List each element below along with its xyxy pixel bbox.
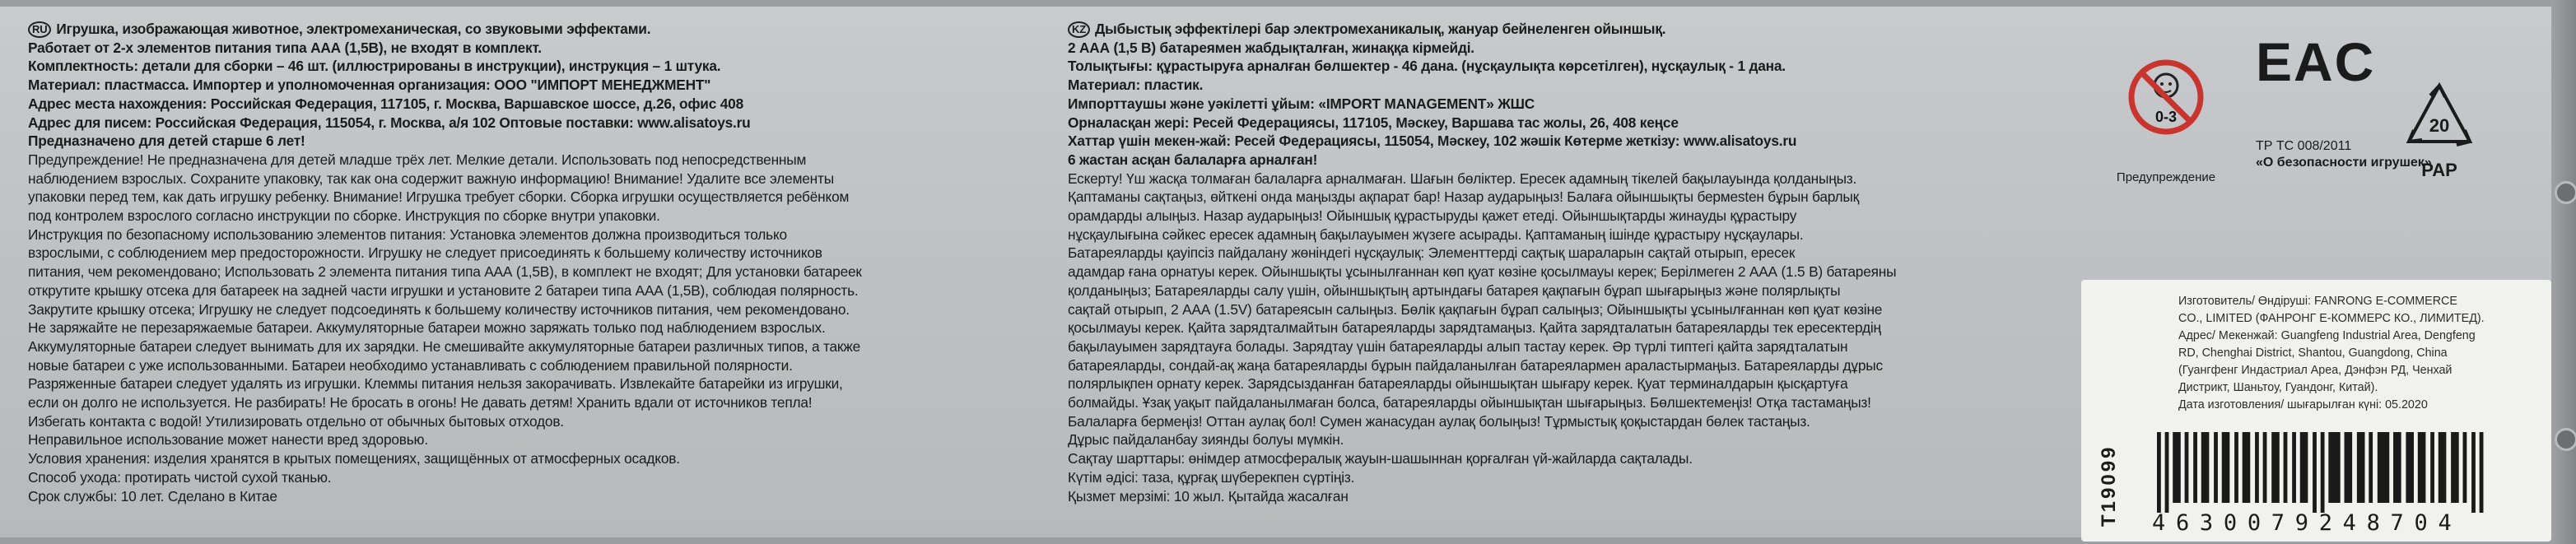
barcode-bar: [2463, 432, 2467, 503]
eac-regulation: ТР ТС 008/2011: [2256, 139, 2352, 153]
text-line: [1068, 412, 2101, 431]
text-line: [28, 76, 1064, 95]
hinge-dot: [2555, 428, 2576, 451]
text-line-content: Балаларға бермеңіз! Оттан аулақ бол! Сумен жанасудан аулақ болыңыз! Тұрмыстық қоқыстардан бөлек тастаңыз.: [1068, 412, 1810, 430]
barcode-bar: [2234, 432, 2238, 503]
text-line-content: нұсқаулығына сәйкес ересек адамның бақылауымен жүзеге асырады. Қаптаманың ішінде құрастыру нұсқаулары.: [1068, 226, 1804, 243]
age-range: 0-3: [2154, 109, 2178, 125]
text-line-content: если он долго не используется. Не разбирать! Не бросать в огонь! Не давать детям! Хранить вдали от источников тепла!: [28, 394, 813, 411]
text-line-content: Сақтау шарттары: өнімдер атмосфералық жауын-шашыннан қорғалған үй-жайларда сақталады.: [1068, 450, 1693, 467]
barcode-icon: [2154, 432, 2541, 513]
barcode-bar: [2292, 432, 2296, 503]
kazakh-text-column: [1068, 20, 2101, 505]
text-line-content: болмайды. Ұзақ уақыт пайдаланылмаған болса, батареяларды ойыншықтан шығарыңыз. Бөлшектемеңіз! Отқа тастамаңыз!: [1068, 394, 1871, 411]
barcode-bar: [2263, 432, 2267, 503]
text-line: [28, 39, 1064, 58]
barcode-number: 4630079248704: [2152, 510, 2462, 536]
text-line: [1068, 468, 2101, 487]
manufacturer-line: RD, Chenghai District, Shantou, Guangdong, China: [2178, 346, 2448, 360]
text-line-content: бақылауымен зарядтауға болады. Зарядтау үшін батареяларды алып тастау керек. Әр түрлі типтегі қайта зарядталатын: [1068, 337, 1848, 355]
text-line-content: Адрес места нахождения: Российская Федерация, 117105, г. Москва, Варшавское шоссе, д.26, офис 408: [28, 95, 743, 112]
text-line: [1068, 449, 2101, 468]
recycle-code: 20: [2429, 115, 2450, 136]
text-line: [28, 374, 1064, 393]
barcode-bar: [2165, 432, 2169, 513]
warning-caption: Предупреждение: [2116, 170, 2216, 184]
barcode-bar: [2185, 432, 2189, 503]
text-line-content: наблюдением взрослых. Сохраните упаковку, так как она содержит важную информацию! Внимание! Удалите все элементы: [28, 170, 834, 187]
text-line: [1068, 188, 2101, 207]
barcode-bar: [2284, 432, 2288, 503]
text-line: [1068, 132, 2101, 151]
text-line: [1068, 337, 2101, 356]
text-line-content: Батареяларды қауіпсіз пайдалану жөніндегі нұсқаулық: Элементтерді сақтық шараларын сақтай отырып, ересек: [1068, 244, 1796, 262]
text-line: [28, 356, 1064, 375]
eac-regulation-title: «О безопасности игрушек»: [2256, 156, 2432, 170]
barcode-bar: [2393, 432, 2401, 503]
text-line: [28, 412, 1064, 431]
manufacturer-line: Изготовитель/ Өндіруші: FANRONG E-COMMERCE: [2178, 295, 2457, 308]
text-line-content: под контролем взрослого согласно инструкции по сборке. Инструкция по сборке внутри упаковки.: [28, 207, 660, 225]
text-line-content: Предупреждение! Не предназначена для детей младше трёх лет. Мелкие детали. Использовать под непосредственным: [28, 151, 807, 168]
text-line-content: Аккумуляторные батареи следует вынимать для их зарядки. Не смешивайте аккумуляторные батареи различных типов, а также: [28, 337, 861, 355]
text-line: [28, 57, 1064, 76]
text-line-content: Қаптаманы сақтаңыз, өйткені онда маңызды ақпарат бар! Назар аударыңыз! Балаға ойыншықты бермestен бұрын барлық: [1068, 188, 1860, 206]
text-line: [1068, 114, 2101, 133]
text-line: [1068, 20, 2101, 39]
text-line-content: Импорттаушы және уәкілетті ұйым: «IMPORT MANAGEMENT» ЖШС: [1068, 95, 1535, 112]
text-line-content: Не заряжайте не перезаряжаемые батареи. Аккумуляторные батареи можно заряжать только под наблюдением взрослых.: [28, 319, 826, 337]
manufacturer-line: Дата изготовления/ шығарылған күні: 05.2020: [2178, 398, 2428, 411]
barcode-bar: [2328, 432, 2340, 503]
text-line: [28, 151, 1064, 170]
text-line: [28, 449, 1064, 468]
text-line: [28, 318, 1064, 337]
text-line-content: қосылмауы керек. Қайта зарядталмайтын батареяларды зарядтамаңыз. Қайта зарядталатын батареяларды тек ересектердің: [1068, 319, 1881, 337]
manufacturer-sticker: [2081, 280, 2551, 542]
text-line: [1068, 207, 2101, 226]
russian-text-column: [28, 20, 1064, 505]
text-line-content: батареяларды, сондай-ақ жаңа батареяларды бұрын пайдаланылған батареялармен араластырмаңыз. Батареяларды дұрыс: [1068, 356, 1883, 374]
text-line: [1068, 430, 2101, 449]
text-line: [1068, 244, 2101, 263]
text-line: [1068, 487, 2101, 506]
text-line-content: Закрутите крышку отсека; Игрушку не следует подсоединять к большему количеству источников питания, чем рекомендовано.: [28, 300, 850, 318]
barcode-bar: [2313, 432, 2317, 513]
text-line-content: Игрушка, изображающая животное, электромеханическая, со звуковыми эффектами.: [56, 21, 651, 37]
text-line: [1068, 151, 2101, 170]
barcode-bar: [2430, 432, 2434, 503]
text-line-content: Хаттар үшін мекен-жай: Ресей Федерациясы, 115054, Мәскеу, 102 жәшік Көтерме жеткізу: www.alisatoys.ru: [1068, 133, 1797, 150]
text-line: [28, 207, 1064, 226]
text-line-content: Орналасқан жері: Ресей Федерациясы, 117105, Мәскеу, Варшава тас жолы, 26, 408 кеңсе: [1068, 114, 1679, 131]
text-line-content: 6 жастан асқан балаларға арналған!: [1068, 151, 1318, 168]
text-line-content: орамдарды алыңыз. Назар аударыңыз! Ойыншық құрастыруды қажет етеді. Ойыншықтарды жинауды құрастыру: [1068, 207, 1797, 225]
text-line: [1068, 226, 2101, 244]
text-line: [1068, 300, 2101, 319]
barcode-bar: [2345, 432, 2353, 503]
text-line-content: Күтім әдісі: таза, құрғақ шүберекпен сүртіңіз.: [1068, 468, 1355, 486]
age-warning-symbol: [2116, 58, 2216, 184]
manufacturer-line: Адрес/ Мекенжай: Guangfeng Industrial Area, Dengfeng: [2178, 329, 2476, 342]
text-line: [1068, 393, 2101, 412]
text-line-content: Способ ухода: протирать чистой сухой тканью.: [28, 468, 332, 486]
manufacturer-line: CO., LIMITED (ФАНРОНГ Е-КОММЕРС КО., ЛИМИТЕД).: [2178, 312, 2485, 325]
text-line-content: Толықтығы: құрастыруға арналған бөлшектер - 46 дана. (нұсқаулықта көрсетілген), нұсқаулық - 1 дана.: [1068, 58, 1786, 75]
text-line-content: полярлықпен орнату керек. Зарядсызданған батареяларды ойыншықтан шығару керек. Қуат терминалдарын қысқартуға: [1068, 375, 1848, 393]
text-line: [1068, 356, 2101, 375]
barcode-bar: [2255, 432, 2259, 503]
text-line-content: Условия хранения: изделия хранятся в крытых помещениях, защищённых от атмосферных осадков.: [28, 450, 680, 467]
barcode-bar: [2243, 432, 2251, 503]
barcode-bar: [2451, 432, 2459, 503]
eac-certification: [2256, 31, 2432, 171]
barcode-bar: [2193, 432, 2197, 503]
barcode-bar: [2471, 432, 2476, 513]
text-line-content: Избегать контакта с водой! Утилизировать отдельно от обычных бытовых отходов.: [28, 412, 564, 430]
text-line: [1068, 263, 2101, 281]
text-line: [1068, 318, 2101, 337]
text-line: [28, 244, 1064, 263]
text-line: [28, 132, 1064, 151]
barcode-bar: [2271, 432, 2280, 503]
text-line-content: Комплектность: детали для сборки – 46 шт. (иллюстрированы в инструкции), инструкция – 1 штука.: [28, 58, 721, 75]
text-line: [1068, 281, 2101, 300]
text-line: [28, 430, 1064, 449]
text-line-content: Инструкция по безопасному использованию элементов питания: Установка элементов должна производиться только: [28, 226, 787, 243]
text-line: [28, 114, 1064, 133]
eac-mark-icon: EAC: [2256, 31, 2376, 92]
sku-code: T19099: [2098, 444, 2120, 527]
text-line-content: открутите крышку отсека для батареек на задней части игрушки и установите 2 батареи типа ААА (1,5В), соблюдая полярность.: [28, 281, 859, 299]
text-line-content: новые батареи с уже использованными. Батареи необходимо устанавливать с соблюдением правильной полярности.: [28, 356, 793, 374]
text-line: [28, 20, 1064, 39]
text-line-content: Материал: пластик.: [1068, 77, 1204, 94]
no-kids-icon: [2126, 58, 2206, 137]
text-line-content: взрослыми, с соблюдением мер предосторожности. Игрушку не следует присоединять к большему количеству источников: [28, 244, 822, 262]
barcode-bar: [2378, 432, 2389, 503]
text-line-content: 2 ААА (1,5 В) батареямен жабдықталған, жинаққа кірмейді.: [1068, 39, 1474, 56]
text-line: [28, 281, 1064, 300]
text-line-content: Неправильное использование может нанести вред здоровью.: [28, 431, 428, 449]
manufacturer-info: [2178, 293, 2545, 414]
barcode-bar: [2369, 432, 2373, 503]
text-line-content: Адрес для писем: Российская Федерация, 115054, г. Москва, а/я 102 Оптовые поставки: www.alisatoys.ru: [28, 114, 751, 131]
recycle-material: PAP: [2421, 160, 2457, 180]
text-line: [28, 188, 1064, 207]
hinge-dot: [2555, 181, 2576, 204]
text-line: [1068, 57, 2101, 76]
text-line-content: Қызмет мерзімі: 10 жыл. Қытайда жасалған: [1068, 487, 1349, 504]
barcode-bar: [2157, 432, 2161, 513]
text-line-content: упаковки перед тем, как дать игрушку ребенку. Внимание! Игрушка требует сборки. Сборка игрушки осуществляется ребёнком: [28, 188, 850, 206]
barcode-bar: [2222, 432, 2230, 503]
text-line-content: Дұрыс пайдаланбау зиянды болуы мүмкін.: [1068, 431, 1344, 449]
text-line-content: Ескерту! Үш жасқа толмаған балаларға арналмаған. Шағын бөліктер. Ересек адамның тікелей бақылауында қолданыңыз.: [1068, 170, 1857, 187]
text-line-content: Разряженные батареи следует удалять из игрушки. Клеммы питания нельзя закорачивать. Извлекайте батарейки из игрушки,: [28, 375, 843, 393]
text-line-content: қолданыңыз; Батареяларды салу үшін, ойыншықтың артындағы батарея қақпағын бұрап шығарыңыз және полярлықты: [1068, 281, 1841, 299]
text-line-content: Дыбыстық эффектілері бар электромеханикалық, жануар бейнеленген ойыншық.: [1094, 21, 1666, 37]
text-line: [28, 337, 1064, 356]
text-line: [28, 226, 1064, 244]
barcode-bar: [2480, 432, 2484, 513]
text-line: [1068, 374, 2101, 393]
text-line-content: Предназначено для детей старше 6 лет!: [28, 133, 305, 150]
barcode-bar: [2439, 432, 2447, 503]
language-badge: KZ: [1068, 21, 1090, 38]
right-edge: [2551, 0, 2576, 544]
language-badge: RU: [28, 21, 51, 38]
text-line-content: Работает от 2-х элементов питания типа ААА (1,5В), не входят в комплект.: [28, 39, 542, 56]
text-line: [28, 393, 1064, 412]
text-line-content: Материал: пластмасса. Импортер и уполномоченная организация: ООО "ИМПОРТ МЕНЕДЖМЕНТ": [28, 77, 711, 94]
text-line: [1068, 95, 2101, 114]
barcode-bar: [2321, 432, 2325, 513]
barcode-bar: [2300, 432, 2308, 503]
text-line-content: адамдар ғана орнатуы керек. Ойыншықты ұсынылғаннан көп қуат көзіне қосылмауы керек; Берілмеген 2 ААА (1.5 В) батареяны: [1068, 263, 1897, 281]
text-line: [28, 95, 1064, 114]
manufacturer-line: (Гуангфенг Индастриал Ареа, Дэнфэн РД, Ченхай: [2178, 364, 2453, 377]
barcode-bar: [2201, 432, 2210, 503]
text-line: [1068, 39, 2101, 58]
manufacturer-line: Дистрикт, Шаньтоу, Гуандонг, Китай).: [2178, 381, 2378, 394]
text-line: [28, 300, 1064, 319]
barcode-bar: [2418, 432, 2426, 503]
text-line: [28, 468, 1064, 487]
recycling-symbol: [2402, 79, 2476, 180]
barcode-bar: [2406, 432, 2414, 503]
barcode-bar: [2173, 432, 2181, 503]
text-line-content: сақтай отырып, 2 ААА (1.5V) батареясын салыңыз. Бөлік қақпағын бұрап салыңыз; Ойыншықты ұсынылғаннан көп қуат көзіне: [1068, 300, 1883, 318]
barcode-bar: [2214, 432, 2218, 503]
text-line: [1068, 170, 2101, 188]
text-line: [1068, 76, 2101, 95]
text-line-content: Срок службы: 10 лет. Сделано в Китае: [28, 487, 277, 504]
text-line-content: питания, чем рекомендовано; Использовать 2 элемента питания типа ААА (1,5В), в комплект не входят; Для установки батареек: [28, 263, 862, 281]
text-line: [28, 170, 1064, 188]
text-line: [28, 487, 1064, 506]
product-label: [0, 7, 2576, 537]
barcode-bar: [2357, 432, 2365, 503]
text-line: [28, 263, 1064, 281]
